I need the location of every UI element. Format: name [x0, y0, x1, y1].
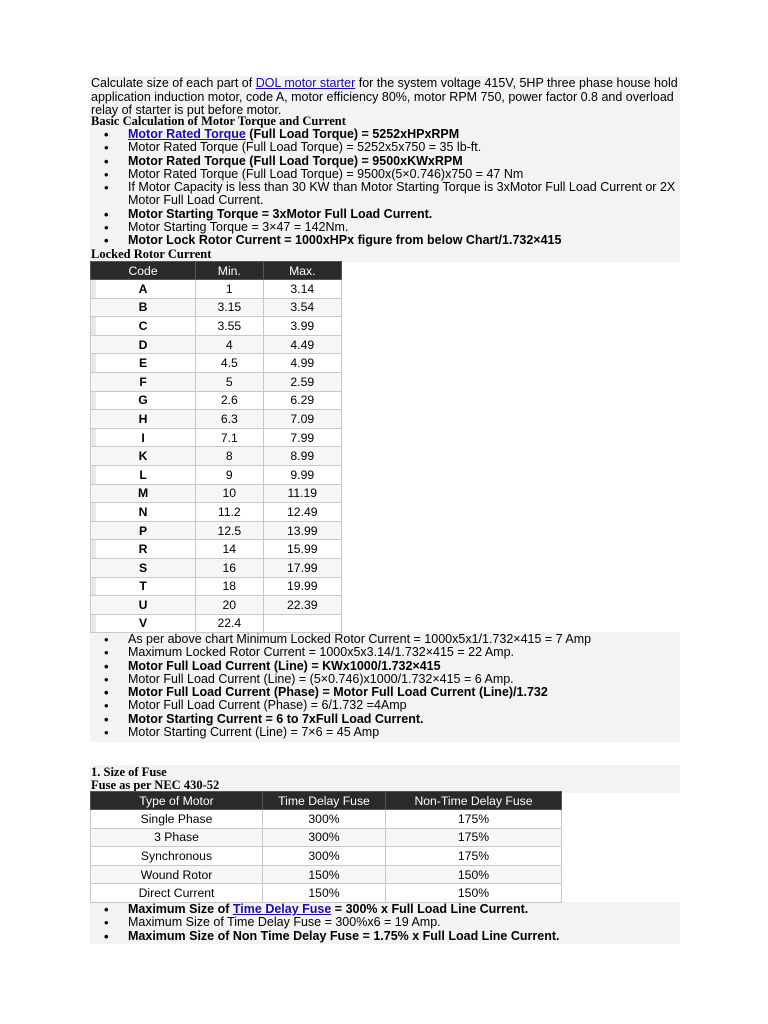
table-cell: T	[91, 577, 196, 596]
table-cell: 300%	[263, 847, 386, 866]
table-cell: 3.55	[196, 317, 263, 336]
table-cell: Wound Rotor	[91, 865, 263, 884]
table-cell: 4	[196, 335, 263, 354]
table-cell: 2.6	[196, 391, 263, 410]
table-cell: 2.59	[263, 372, 341, 391]
basic-calc-heading: Basic Calculation of Motor Torque and Current	[91, 114, 346, 128]
table-header-row	[91, 262, 342, 280]
table-row	[91, 503, 342, 522]
calc-list	[91, 128, 679, 248]
table-cell: L	[91, 465, 196, 484]
table-row	[91, 465, 342, 484]
table-cell: F	[91, 372, 196, 391]
table-cell: P	[91, 521, 196, 540]
column-header: Non-Time Delay Fuse	[386, 792, 562, 810]
table-cell: 175%	[386, 810, 562, 829]
list-item: • Motor Rated Torque (Full Load Torque) = 9500x(5×0.746)x750 = 47 Nm	[91, 168, 679, 181]
table-cell: 300%	[263, 828, 386, 847]
table-row	[91, 410, 342, 429]
table-row	[91, 596, 342, 615]
table-row	[91, 428, 342, 447]
table-cell: 175%	[386, 847, 562, 866]
list-item: • Motor Rated Torque (Full Load Torque) = 5252xHPxRPM	[91, 128, 679, 141]
table-cell: R	[91, 540, 196, 559]
table-cell: 7.09	[263, 410, 341, 429]
table-cell: 7.99	[263, 428, 341, 447]
table-cell: 11.2	[196, 503, 263, 522]
table-cell: V	[91, 614, 196, 633]
size-of-fuse-heading: 1. Size of Fuse	[91, 765, 167, 779]
table-cell: 22.4	[196, 614, 263, 633]
table-cell: 4.5	[196, 354, 263, 373]
table-row	[91, 865, 562, 884]
fuse-nec-heading: Fuse as per NEC 430-52	[91, 778, 220, 792]
table-cell: 16	[196, 558, 263, 577]
list-item: • Motor Rated Torque (Full Load Torque) = 5252x5x750 = 35 lb-ft.	[91, 141, 679, 154]
time-delay-fuse-link[interactable]: Time Delay Fuse	[232, 902, 332, 916]
table-cell: 150%	[263, 865, 386, 884]
table-cell: 5	[196, 372, 263, 391]
list-item: • Maximum Size of Non Time Delay Fuse = 1.75% x Full Load Line Current.	[91, 930, 679, 943]
table-row	[91, 828, 562, 847]
table-cell: Single Phase	[91, 810, 263, 829]
table-row	[91, 447, 342, 466]
table-cell: 8.99	[263, 447, 341, 466]
list-item: • Motor Full Load Current (Line) = (5×0.746)x1000/1.732×415 = 6 Amp.	[91, 673, 679, 686]
table-cell: 3.54	[263, 298, 341, 317]
table-cell: Synchronous	[91, 847, 263, 866]
list-item: • Motor Starting Torque = 3xMotor Full Load Current.	[91, 208, 679, 221]
column-header: Time Delay Fuse	[263, 792, 386, 810]
table-header-row	[91, 792, 562, 810]
list-item: • Motor Full Load Current (Line) = KWx1000/1.732×415	[91, 660, 679, 673]
table-row	[91, 391, 342, 410]
table-row	[91, 558, 342, 577]
table-cell: 6.29	[263, 391, 341, 410]
list-item: • Motor Full Load Current (Phase) = Motor Full Load Current (Line)/1.732	[91, 686, 679, 699]
list-item: • Maximum Size of Time Delay Fuse = 300%x6 = 19 Amp.	[91, 916, 679, 929]
table-cell: 9	[196, 465, 263, 484]
list-item: • Motor Rated Torque (Full Load Torque) = 9500xKWxRPM	[91, 155, 679, 168]
table-row	[91, 317, 342, 336]
table-cell: 3.15	[196, 298, 263, 317]
table-cell: Direct Current	[91, 884, 263, 903]
table-cell: A	[91, 280, 196, 299]
table-cell: S	[91, 558, 196, 577]
list-item: • Motor Full Load Current (Phase) = 6/1.732 =4Amp	[91, 699, 679, 712]
table-cell: 9.99	[263, 465, 341, 484]
table-cell: 3.14	[263, 280, 341, 299]
table-row	[91, 280, 342, 299]
table-cell: C	[91, 317, 196, 336]
table-row	[91, 354, 342, 373]
fuse-list	[91, 903, 679, 943]
list-item: • As per above chart Minimum Locked Rotor Current = 1000x5x1/1.732×415 = 7 Amp	[91, 633, 679, 646]
table-cell: U	[91, 596, 196, 615]
table-cell: 17.99	[263, 558, 341, 577]
table-cell: 12.49	[263, 503, 341, 522]
current-list	[91, 633, 679, 739]
dol-motor-starter-link[interactable]: DOL motor starter	[255, 76, 356, 90]
column-header: Code	[91, 262, 196, 280]
table-cell: H	[91, 410, 196, 429]
table-cell: 15.99	[263, 540, 341, 559]
table-cell: K	[91, 447, 196, 466]
table-cell: 4.99	[263, 354, 341, 373]
table-cell: 8	[196, 447, 263, 466]
table-cell	[263, 614, 341, 633]
list-item: • Motor Starting Current (Line) = 7×6 = 45 Amp	[91, 726, 679, 739]
table-cell: 150%	[386, 865, 562, 884]
column-header: Max.	[263, 262, 341, 280]
table-row	[91, 335, 342, 354]
table-cell: 11.19	[263, 484, 341, 503]
table-row	[91, 298, 342, 317]
table-row	[91, 484, 342, 503]
list-item: • Maximum Size of Time Delay Fuse = 300% x Full Load Line Current.	[91, 903, 679, 916]
table-cell: 3.99	[263, 317, 341, 336]
table-row	[91, 521, 342, 540]
table-cell: 22.39	[263, 596, 341, 615]
list-item: • If Motor Capacity is less than 30 KW than Motor Starting Torque is 3xMotor Full Load Current or 2X Motor Full Load Current.	[91, 181, 679, 208]
table-cell: 4.49	[263, 335, 341, 354]
table-cell: 18	[196, 577, 263, 596]
locked-rotor-table	[90, 261, 342, 633]
table-cell: N	[91, 503, 196, 522]
list-item: • Motor Lock Rotor Current = 1000xHPx figure from below Chart/1.732×415	[91, 234, 679, 247]
table-cell: G	[91, 391, 196, 410]
table-row	[91, 884, 562, 903]
table-row	[91, 810, 562, 829]
list-item: • Motor Starting Current = 6 to 7xFull Load Current.	[91, 713, 679, 726]
table-row	[91, 372, 342, 391]
table-cell: 3 Phase	[91, 828, 263, 847]
column-header: Type of Motor	[91, 792, 263, 810]
table-cell: 12.5	[196, 521, 263, 540]
motor-rated-torque-link[interactable]: Motor Rated Torque	[128, 127, 246, 141]
table-cell: 300%	[263, 810, 386, 829]
table-cell: 14	[196, 540, 263, 559]
table-cell: 19.99	[263, 577, 341, 596]
table-cell: E	[91, 354, 196, 373]
table-cell: 10	[196, 484, 263, 503]
table-cell: 7.1	[196, 428, 263, 447]
table-cell: 1	[196, 280, 263, 299]
list-item: • Maximum Locked Rotor Current = 1000x5x3.14/1.732×415 = 22 Amp.	[91, 646, 679, 659]
table-row	[91, 540, 342, 559]
list-item: • Motor Starting Torque = 3×47 = 142Nm.	[91, 221, 679, 234]
table-cell: M	[91, 484, 196, 503]
table-row	[91, 577, 342, 596]
locked-rotor-heading: Locked Rotor Current	[91, 247, 212, 261]
table-cell: 175%	[386, 828, 562, 847]
table-cell: 150%	[263, 884, 386, 903]
table-cell: D	[91, 335, 196, 354]
table-cell: B	[91, 298, 196, 317]
table-cell: I	[91, 428, 196, 447]
table-cell: 6.3	[196, 410, 263, 429]
table-cell: 150%	[386, 884, 562, 903]
table-row	[91, 847, 562, 866]
table-cell: 20	[196, 596, 263, 615]
fuse-table	[90, 791, 562, 903]
table-row	[91, 614, 342, 633]
table-cell: 13.99	[263, 521, 341, 540]
intro-paragraph: Calculate size of each part of DOL motor starter for the system voltage 415V, 5HP three phase house hold application induction motor, code A, motor efficiency 80%, motor RPM 750, power factor 0.8 and overload relay of starter is put before motor.	[91, 76, 678, 118]
column-header: Min.	[196, 262, 263, 280]
